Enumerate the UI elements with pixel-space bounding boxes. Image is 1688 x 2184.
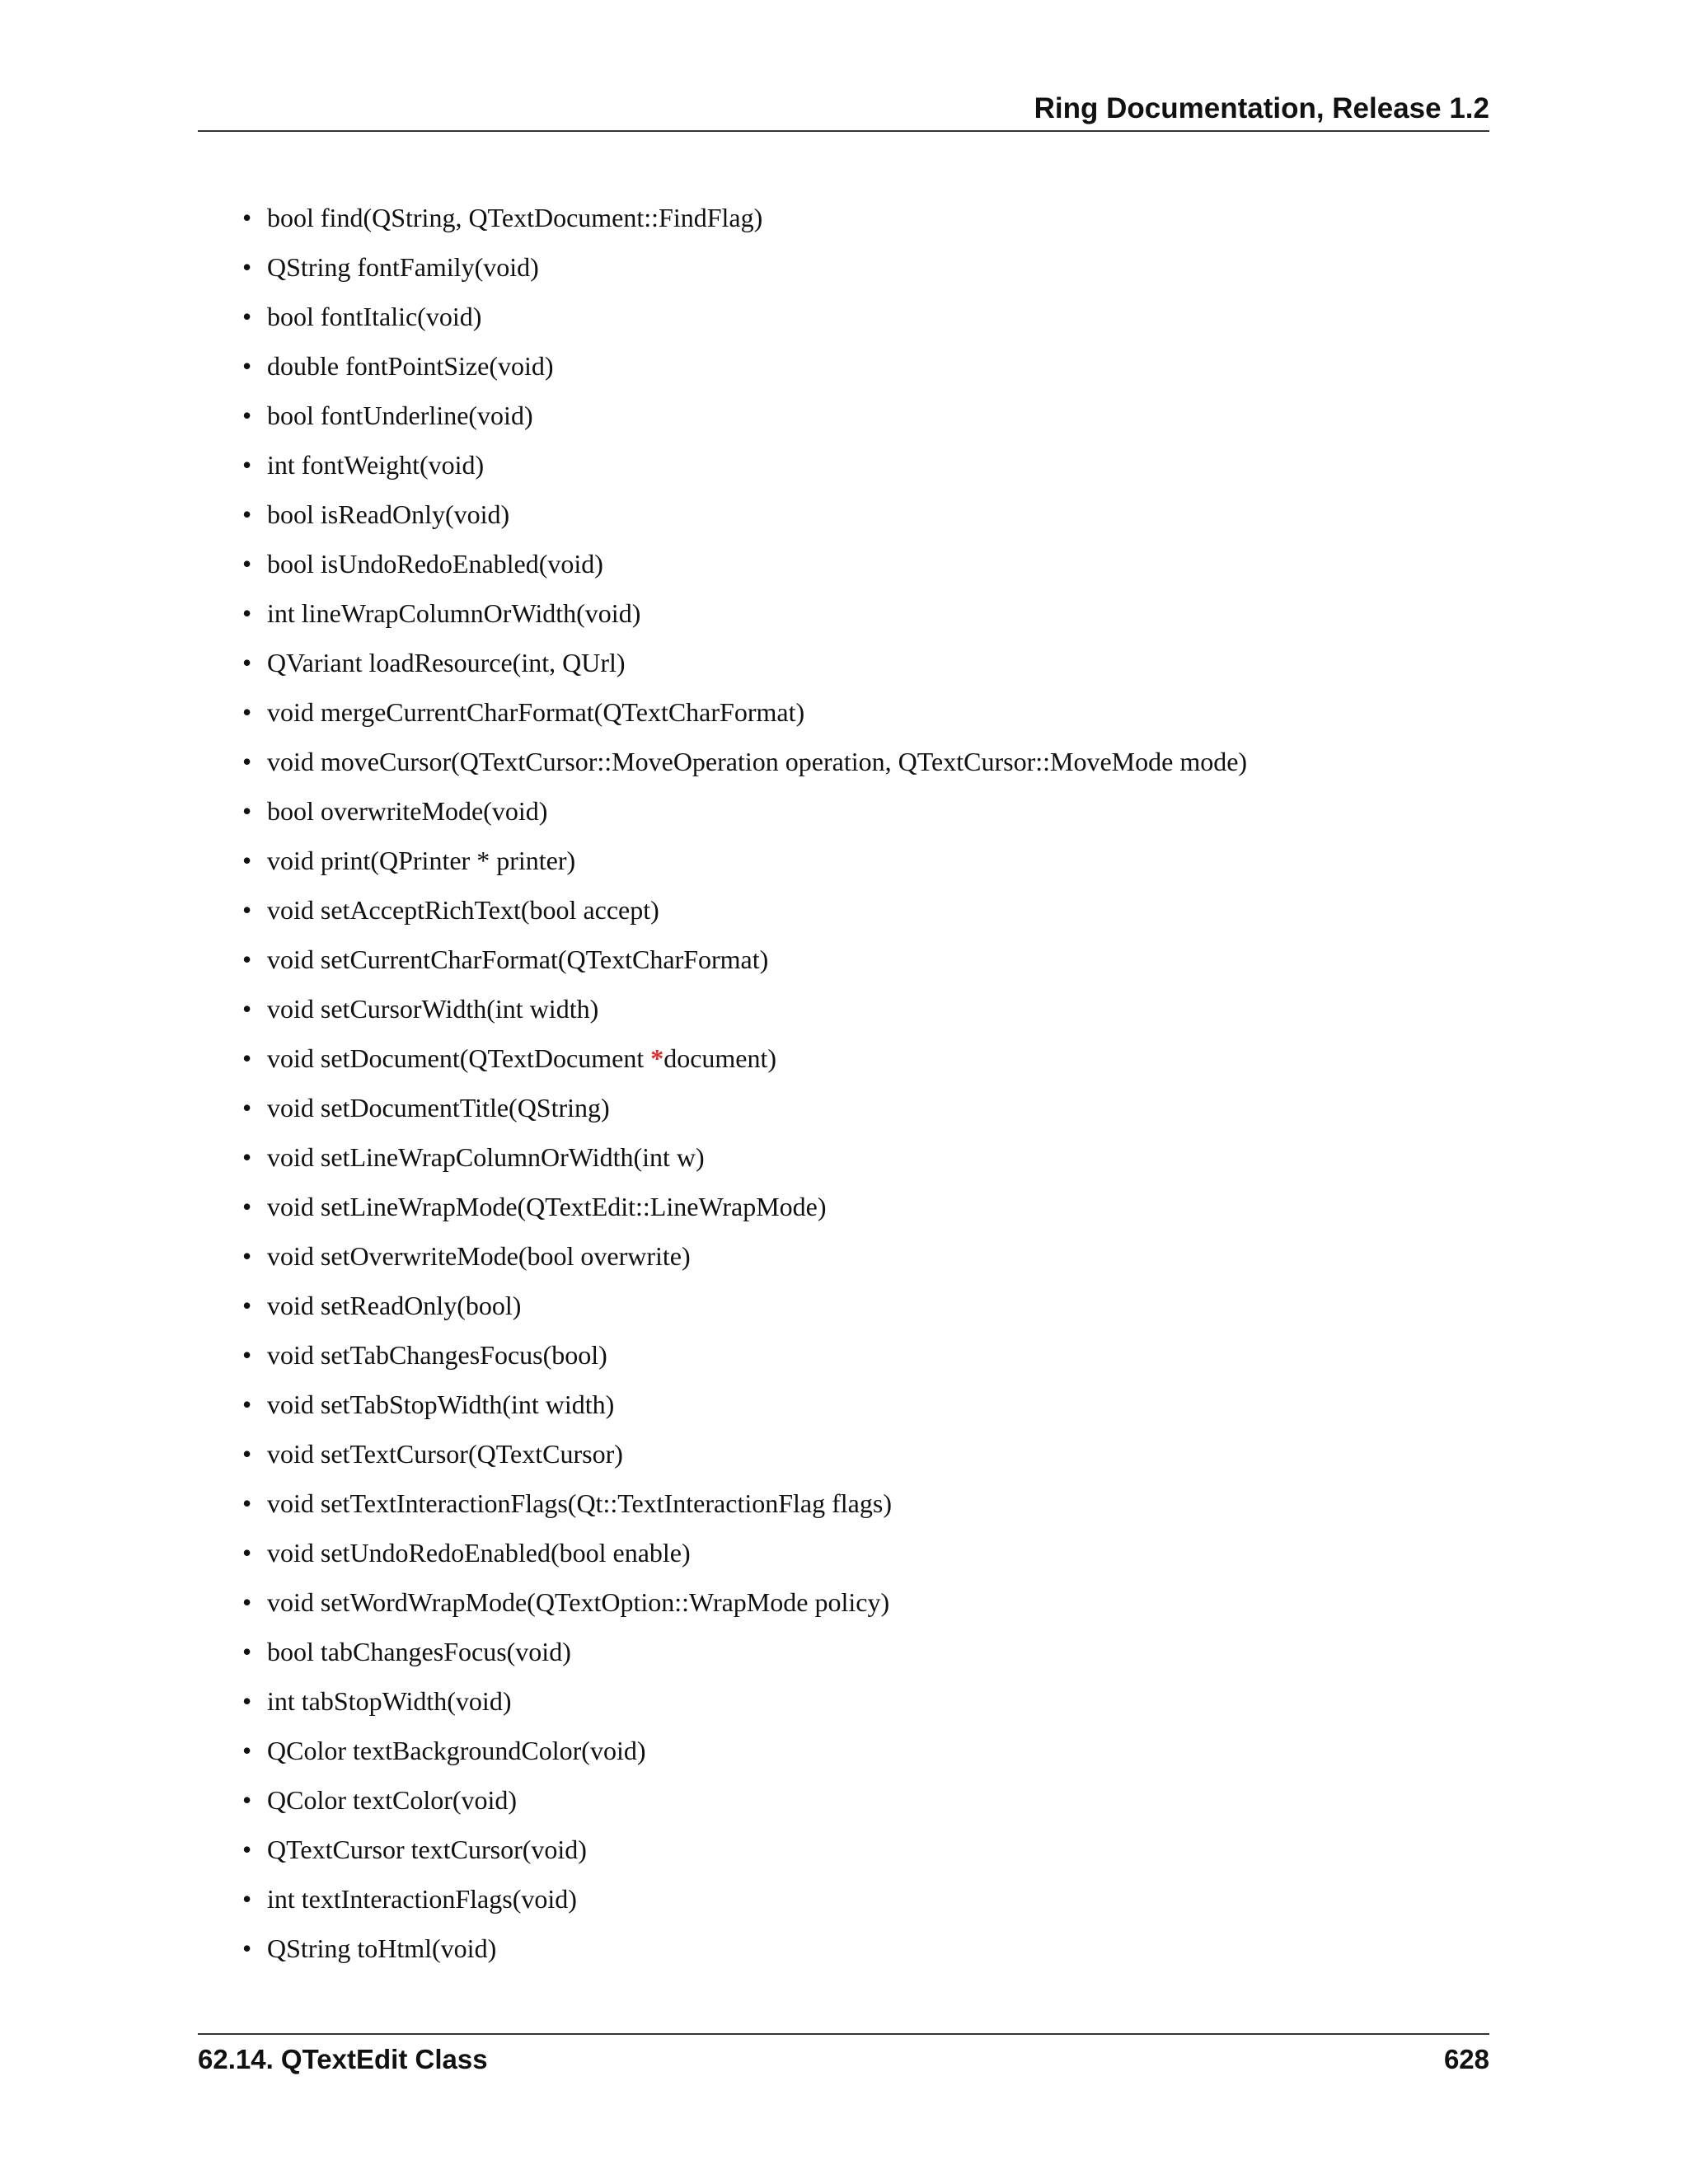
list-item: • bool overwriteMode(void) (239, 786, 1247, 836)
list-item: • void mergeCurrentCharFormat(QTextCharFormat) (239, 687, 1247, 737)
list-item (239, 1033, 1247, 1083)
list-item: • void setDocumentTitle(QString) (239, 1083, 1247, 1132)
list-item: • bool fontItalic(void) (239, 292, 1247, 341)
list-item: • void setCurrentCharFormat(QTextCharFormat) (239, 935, 1247, 984)
list-item: • QColor textBackgroundColor(void) (239, 1726, 1247, 1775)
list-item: • void setTabChangesFocus(bool) (239, 1330, 1247, 1380)
list-item: • bool tabChangesFocus(void) (239, 1627, 1247, 1676)
list-item: • QTextCursor textCursor(void) (239, 1825, 1247, 1874)
list-item: • int tabStopWidth(void) (239, 1676, 1247, 1726)
list-item: • void setTextCursor(QTextCursor) (239, 1429, 1247, 1479)
list-item: • void setOverwriteMode(bool overwrite) (239, 1231, 1247, 1281)
section-title: 62.14. QTextEdit Class (198, 2044, 488, 2074)
page-header (198, 89, 1489, 132)
list-item: • void print(QPrinter * printer) (239, 836, 1247, 885)
list-item: • double fontPointSize(void) (239, 341, 1247, 391)
method-list (239, 193, 1247, 1973)
list-item: • QString toHtml(void) (239, 1924, 1247, 1973)
list-item: • bool find(QString, QTextDocument::FindFlag) (239, 193, 1247, 242)
highlighted-asterisk: * (650, 1043, 664, 1073)
list-item: • int textInteractionFlags(void) (239, 1874, 1247, 1924)
document-title: Ring Documentation, Release 1.2 (1034, 92, 1489, 124)
list-item: • void setCursorWidth(int width) (239, 984, 1247, 1033)
list-item: • int lineWrapColumnOrWidth(void) (239, 588, 1247, 638)
list-item: • QString fontFamily(void) (239, 242, 1247, 292)
list-item: • void moveCursor(QTextCursor::MoveOperation operation, QTextCursor::MoveMode mode) (239, 737, 1247, 786)
list-item: • void setWordWrapMode(QTextOption::WrapMode policy) (239, 1577, 1247, 1627)
list-item: • int fontWeight(void) (239, 440, 1247, 490)
list-item: • QVariant loadResource(int, QUrl) (239, 638, 1247, 687)
list-item: • void setLineWrapMode(QTextEdit::LineWrapMode) (239, 1182, 1247, 1231)
page-footer (198, 2033, 1489, 2083)
list-item: • void setAcceptRichText(bool accept) (239, 885, 1247, 935)
list-item: • void setUndoRedoEnabled(bool enable) (239, 1528, 1247, 1577)
list-item: • void setReadOnly(bool) (239, 1281, 1247, 1330)
method-text: document) (663, 1043, 777, 1073)
list-item: • bool fontUnderline(void) (239, 391, 1247, 440)
list-item: • bool isReadOnly(void) (239, 490, 1247, 539)
list-item: • void setLineWrapColumnOrWidth(int w) (239, 1132, 1247, 1182)
method-text: void setDocument(QTextDocument (267, 1043, 651, 1073)
list-item: • QColor textColor(void) (239, 1775, 1247, 1825)
list-item: • void setTextInteractionFlags(Qt::TextInteractionFlag flags) (239, 1479, 1247, 1528)
page-number: 628 (1443, 2044, 1489, 2074)
list-item: • bool isUndoRedoEnabled(void) (239, 539, 1247, 588)
list-item: • void setTabStopWidth(int width) (239, 1380, 1247, 1429)
